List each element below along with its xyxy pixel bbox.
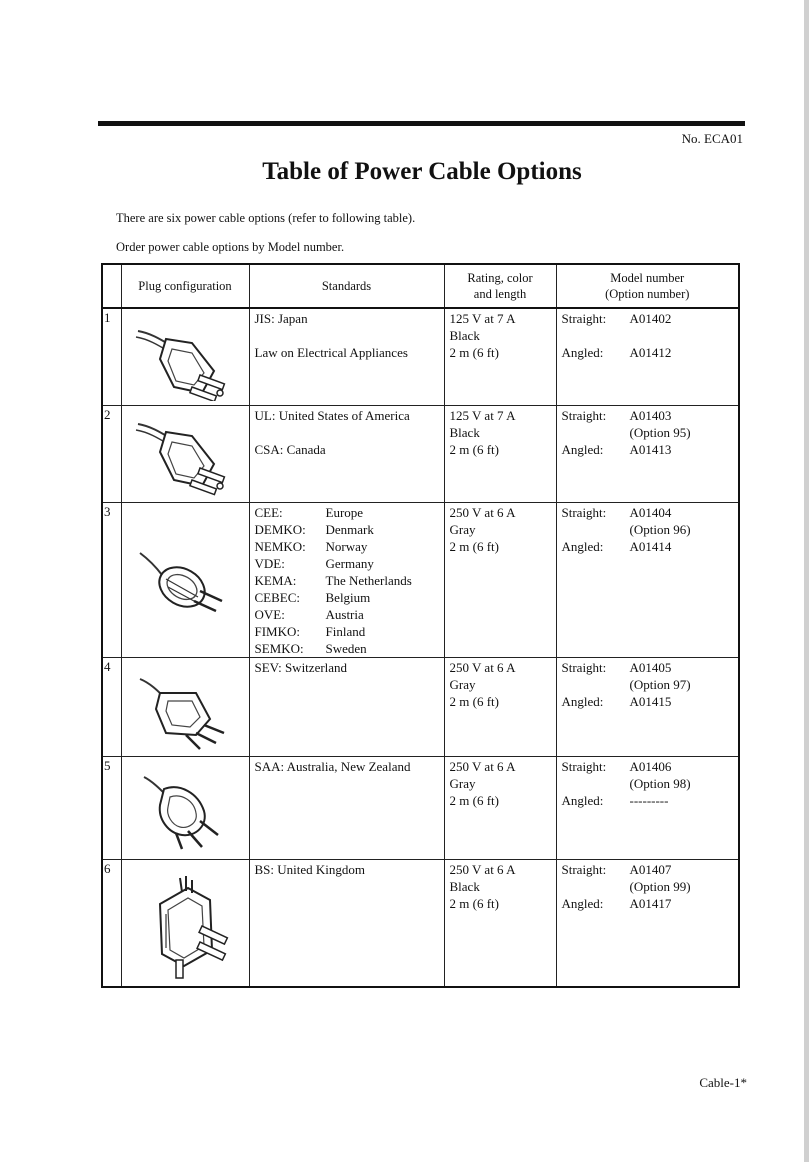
header-rating [444, 264, 556, 308]
plug-cell [121, 657, 249, 756]
rating-cell [444, 405, 556, 502]
header-rating-line2: and length [473, 287, 527, 301]
standard-country: Germany [325, 555, 374, 571]
model-cell [556, 859, 739, 987]
option-number: (Option 97) [629, 676, 691, 692]
plug-type-b-icon [130, 406, 240, 498]
plug-cell [121, 859, 249, 987]
intro-line-2: Order power cable options by Model number. [116, 240, 345, 254]
header-number [102, 264, 121, 308]
angled-label: Angled: [561, 693, 604, 709]
cable-color: Black [449, 424, 480, 440]
standard-country: Denmark [325, 521, 374, 537]
angled-label: Angled: [561, 345, 604, 360]
standard-code: CEBEC: [254, 589, 301, 605]
cable-color: Gray [449, 775, 476, 791]
standard-code: CEE: [254, 504, 283, 520]
rating-value: 250 V at 6 A [449, 758, 516, 774]
angled-model: A01415 [629, 693, 672, 709]
standard-code: DEMKO: [254, 521, 306, 537]
cable-length: 2 m (6 ft) [449, 895, 499, 911]
standards-cell [249, 502, 444, 657]
row-number: 5 [102, 756, 121, 859]
row-number: 6 [102, 859, 121, 987]
header-plug: Plug configuration [121, 264, 249, 308]
straight-label: Straight: [561, 504, 607, 520]
table-row [102, 657, 739, 756]
angled-model: A01417 [629, 895, 672, 911]
straight-label: Straight: [561, 407, 607, 423]
standard-country: Austria [325, 606, 364, 622]
plug-cell [121, 502, 249, 657]
model-cell [556, 756, 739, 859]
table-row [102, 756, 739, 859]
straight-model: A01405 [629, 659, 672, 675]
standard-primary: SAA: Australia, New Zealand [254, 758, 411, 774]
header-model-line2: (Option number) [605, 287, 690, 301]
plug-schuko-icon [130, 535, 240, 625]
plug-type-j-icon [130, 663, 240, 751]
rating-value: 250 V at 6 A [449, 861, 516, 877]
straight-model: A01407 [629, 861, 672, 877]
table-row [102, 405, 739, 502]
straight-model: A01402 [629, 311, 672, 326]
rating-value: 250 V at 6 A [449, 659, 516, 675]
table-row [102, 308, 739, 405]
row-number: 1 [102, 308, 121, 405]
table-header-row [102, 264, 739, 308]
straight-model: A01406 [629, 758, 672, 774]
rating-value: 250 V at 6 A [449, 504, 516, 520]
standard-primary: UL: United States of America [254, 407, 410, 423]
top-rule [98, 121, 745, 126]
angled-model: --------- [629, 792, 669, 808]
cable-length: 2 m (6 ft) [449, 441, 499, 457]
row-number: 4 [102, 657, 121, 756]
cable-color: Gray [449, 521, 476, 537]
plug-type-g-icon [130, 864, 240, 982]
cable-length: 2 m (6 ft) [449, 693, 499, 709]
standard-country: Sweden [325, 640, 367, 656]
table-row [102, 859, 739, 987]
standard-primary: BS: United Kingdom [254, 861, 366, 877]
rating-cell [444, 859, 556, 987]
rating-cell [444, 502, 556, 657]
row-number: 3 [102, 502, 121, 657]
straight-label: Straight: [561, 659, 607, 675]
standard-secondary: Law on Electrical Appliances [254, 345, 408, 360]
cable-color: Black [449, 328, 480, 343]
straight-model: A01403 [629, 407, 672, 423]
option-number: (Option 96) [629, 521, 691, 537]
standard-country: Belgium [325, 589, 371, 605]
standard-code: OVE: [254, 606, 285, 622]
angled-model: A01414 [629, 538, 672, 554]
model-cell [556, 308, 739, 405]
header-model [556, 264, 739, 308]
standard-code: KEMA: [254, 572, 297, 588]
rating-value: 125 V at 7 A [449, 311, 516, 326]
plug-type-a-icon [130, 309, 240, 401]
standards-cell [249, 405, 444, 502]
plug-cell [121, 405, 249, 502]
option-number: (Option 95) [629, 424, 691, 440]
page-footer: Cable-1* [699, 1075, 747, 1090]
straight-label: Straight: [561, 758, 607, 774]
standard-country: Finland [325, 623, 366, 639]
standards-cell [249, 308, 444, 405]
angled-label: Angled: [561, 895, 604, 911]
standard-code: FIMKO: [254, 623, 301, 639]
rating-value: 125 V at 7 A [449, 407, 516, 423]
standard-primary: SEV: Switzerland [254, 659, 348, 675]
rating-cell [444, 756, 556, 859]
standard-code: NEMKO: [254, 538, 306, 554]
plug-cell [121, 308, 249, 405]
standard-country: The Netherlands [325, 572, 412, 588]
standards-cell [249, 859, 444, 987]
straight-label: Straight: [561, 311, 607, 326]
option-number: (Option 99) [629, 878, 691, 894]
intro-line-1: There are six power cable options (refer to following table). [116, 211, 416, 225]
standard-country: Norway [325, 538, 368, 554]
standard-primary: JIS: Japan [254, 311, 308, 326]
cable-length: 2 m (6 ft) [449, 792, 499, 808]
model-cell [556, 657, 739, 756]
cable-color: Black [449, 878, 480, 894]
standard-country: Europe [325, 504, 364, 520]
cable-length: 2 m (6 ft) [449, 345, 499, 360]
angled-model: A01412 [629, 345, 672, 360]
cable-length: 2 m (6 ft) [449, 538, 499, 554]
cable-color: Gray [449, 676, 476, 692]
standards-cell [249, 756, 444, 859]
plug-cell [121, 756, 249, 859]
standards-cell [249, 657, 444, 756]
angled-label: Angled: [561, 441, 604, 457]
header-rating-line1: Rating, color [467, 271, 533, 285]
angled-model: A01413 [629, 441, 672, 457]
plug-type-i-icon [130, 763, 240, 853]
standard-code: SEMKO: [254, 640, 304, 656]
page-title: Table of Power Cable Options [262, 158, 582, 185]
header-standards: Standards [249, 264, 444, 308]
header-model-line1: Model number [610, 271, 685, 285]
standard-code: VDE: [254, 555, 285, 571]
rating-cell [444, 308, 556, 405]
standards-list [255, 504, 440, 657]
power-cable-table [101, 263, 740, 988]
angled-label: Angled: [561, 792, 604, 808]
rating-cell [444, 657, 556, 756]
model-cell [556, 405, 739, 502]
table-row [102, 502, 739, 657]
angled-label: Angled: [561, 538, 604, 554]
row-number: 2 [102, 405, 121, 502]
standard-secondary: CSA: Canada [254, 441, 326, 457]
straight-label: Straight: [561, 861, 607, 877]
model-cell [556, 502, 739, 657]
option-number: (Option 98) [629, 775, 691, 791]
document-number: No. ECA01 [681, 131, 743, 146]
straight-model: A01404 [629, 504, 672, 520]
